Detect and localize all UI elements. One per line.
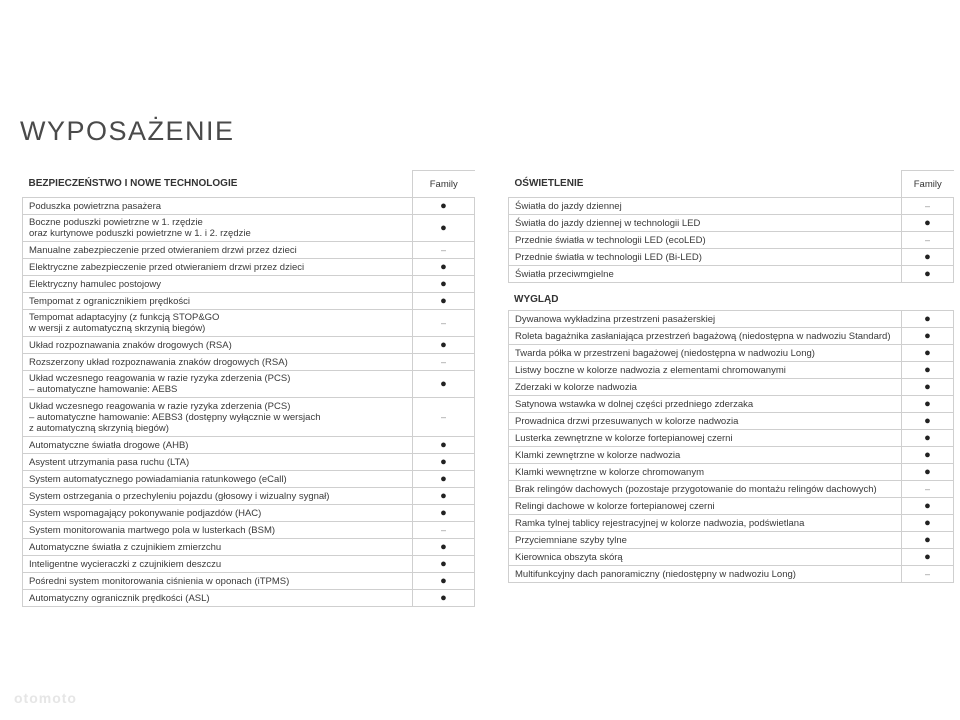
standard-equipment-dot: ● — [413, 539, 475, 556]
table-row — [509, 215, 954, 232]
feature-label: Kierownica obszyta skórą — [509, 549, 902, 566]
feature-label: Światła przeciwmgielne — [509, 266, 902, 283]
feature-label: Roleta bagażnika zasłaniająca przestrzeń bagażową (niedostępna w nadwoziu Standard) — [509, 328, 902, 345]
standard-equipment-dot: ● — [902, 498, 954, 515]
standard-equipment-dot: ● — [413, 590, 475, 607]
table-row — [23, 437, 475, 454]
safety-rows — [23, 198, 475, 607]
table-row — [509, 549, 954, 566]
feature-label: Asystent utrzymania pasa ruchu (LTA) — [23, 454, 413, 471]
table-row — [509, 481, 954, 498]
family-variant-header: Family — [413, 171, 475, 198]
table-row — [509, 532, 954, 549]
feature-label: Przednie światła w technologii LED (ecoLED) — [509, 232, 902, 249]
feature-label: Satynowa wstawka w dolnej części przedniego zderzaka — [509, 396, 902, 413]
feature-label: Ramka tylnej tablicy rejestracyjnej w kolorze nadwozia, podświetlana — [509, 515, 902, 532]
feature-label: Zderzaki w kolorze nadwozia — [509, 379, 902, 396]
not-available-dash: – — [413, 398, 475, 437]
standard-equipment-dot: ● — [902, 311, 954, 328]
appearance-table — [508, 310, 954, 583]
table-row — [23, 310, 475, 337]
not-available-dash: – — [413, 310, 475, 337]
table-row — [509, 266, 954, 283]
feature-label: System monitorowania martwego pola w lusterkach (BSM) — [23, 522, 413, 539]
table-row — [23, 398, 475, 437]
lighting-table — [508, 170, 954, 283]
table-row — [23, 590, 475, 607]
feature-label: Światła do jazdy dziennej w technologii LED — [509, 215, 902, 232]
feature-label: Poduszka powietrzna pasażera — [23, 198, 413, 215]
page-title: WYPOSAŻENIE — [20, 116, 235, 146]
not-available-dash: – — [902, 232, 954, 249]
table-row — [509, 430, 954, 447]
standard-equipment-dot: ● — [413, 488, 475, 505]
feature-label: Przednie światła w technologii LED (Bi-LED) — [509, 249, 902, 266]
table-row — [23, 337, 475, 354]
table-row — [23, 198, 475, 215]
standard-equipment-dot: ● — [902, 515, 954, 532]
feature-label: Prowadnica drzwi przesuwanych w kolorze nadwozia — [509, 413, 902, 430]
standard-equipment-dot: ● — [413, 293, 475, 310]
table-row — [509, 232, 954, 249]
standard-equipment-dot: ● — [413, 215, 475, 242]
not-available-dash: – — [902, 566, 954, 583]
table-row — [509, 379, 954, 396]
standard-equipment-dot: ● — [902, 215, 954, 232]
table-row — [23, 215, 475, 242]
standard-equipment-dot: ● — [902, 266, 954, 283]
standard-equipment-dot: ● — [413, 556, 475, 573]
standard-equipment-dot: ● — [902, 413, 954, 430]
table-row — [23, 522, 475, 539]
table-row — [509, 498, 954, 515]
table-row — [23, 556, 475, 573]
table-row — [509, 447, 954, 464]
standard-equipment-dot: ● — [902, 379, 954, 396]
table-row — [509, 328, 954, 345]
table-row — [509, 345, 954, 362]
feature-label: Układ rozpoznawania znaków drogowych (RSA) — [23, 337, 413, 354]
table-row — [509, 413, 954, 430]
feature-label: Pośredni system monitorowania ciśnienia w oponach (iTPMS) — [23, 573, 413, 590]
table-row — [23, 573, 475, 590]
feature-label: Lusterka zewnętrzne w kolorze fortepianowej czerni — [509, 430, 902, 447]
table-row — [23, 293, 475, 310]
table-row — [23, 488, 475, 505]
feature-label: Multifunkcyjny dach panoramiczny (niedostępny w nadwoziu Long) — [509, 566, 902, 583]
feature-label: Dywanowa wykładzina przestrzeni pasażerskiej — [509, 311, 902, 328]
standard-equipment-dot: ● — [902, 549, 954, 566]
not-available-dash: – — [902, 198, 954, 215]
feature-label: Automatyczne światła z czujnikiem zmierzchu — [23, 539, 413, 556]
table-row — [509, 515, 954, 532]
not-available-dash: – — [902, 481, 954, 498]
not-available-dash: – — [413, 242, 475, 259]
table-row — [509, 362, 954, 379]
family-variant-header: Family — [902, 171, 954, 198]
table-row — [23, 471, 475, 488]
feature-label: Twarda półka w przestrzeni bagażowej (niedostępna w nadwoziu Long) — [509, 345, 902, 362]
feature-label: System ostrzegania o przechyleniu pojazdu (głosowy i wizualny sygnał) — [23, 488, 413, 505]
table-row — [23, 276, 475, 293]
table-row — [23, 539, 475, 556]
table-row — [23, 454, 475, 471]
feature-label: Tempomat z ogranicznikiem prędkości — [23, 293, 413, 310]
standard-equipment-dot: ● — [413, 259, 475, 276]
standard-equipment-dot: ● — [902, 430, 954, 447]
table-row — [509, 464, 954, 481]
standard-equipment-dot: ● — [902, 396, 954, 413]
feature-label: Klamki zewnętrzne w kolorze nadwozia — [509, 447, 902, 464]
standard-equipment-dot: ● — [902, 345, 954, 362]
safety-section-header: BEZPIECZEŃSTWO I NOWE TECHNOLOGIE — [23, 171, 413, 198]
standard-equipment-dot: ● — [413, 573, 475, 590]
feature-label: Rozszerzony układ rozpoznawania znaków drogowych (RSA) — [23, 354, 413, 371]
lighting-section-header: OŚWIETLENIE — [509, 171, 902, 198]
standard-equipment-dot: ● — [902, 328, 954, 345]
safety-technology-table — [22, 170, 475, 607]
standard-equipment-dot: ● — [413, 276, 475, 293]
feature-label: Relingi dachowe w kolorze fortepianowej czerni — [509, 498, 902, 515]
feature-label: System wspomagający pokonywanie podjazdów (HAC) — [23, 505, 413, 522]
standard-equipment-dot: ● — [902, 464, 954, 481]
feature-label: Listwy boczne w kolorze nadwozia z elementami chromowanymi — [509, 362, 902, 379]
standard-equipment-dot: ● — [413, 505, 475, 522]
standard-equipment-dot: ● — [413, 371, 475, 398]
standard-equipment-dot: ● — [413, 471, 475, 488]
feature-label: Światła do jazdy dziennej — [509, 198, 902, 215]
standard-equipment-dot: ● — [413, 198, 475, 215]
table-row — [509, 396, 954, 413]
table-row — [509, 198, 954, 215]
watermark-logo: otomoto — [14, 690, 77, 706]
not-available-dash: – — [413, 354, 475, 371]
table-row — [509, 566, 954, 583]
standard-equipment-dot: ● — [413, 437, 475, 454]
appearance-section-header: WYGLĄD — [514, 294, 559, 305]
appearance-rows — [509, 311, 954, 583]
standard-equipment-dot: ● — [902, 447, 954, 464]
feature-label: Inteligentne wycieraczki z czujnikiem deszczu — [23, 556, 413, 573]
lighting-rows — [509, 198, 954, 283]
table-row — [23, 354, 475, 371]
feature-label: Tempomat adaptacyjny (z funkcją STOP&GO w wersji z automatyczną skrzynią biegów) — [23, 310, 413, 337]
standard-equipment-dot: ● — [413, 337, 475, 354]
feature-label: Automatyczne światła drogowe (AHB) — [23, 437, 413, 454]
standard-equipment-dot: ● — [413, 454, 475, 471]
table-row — [23, 505, 475, 522]
table-row — [509, 311, 954, 328]
feature-label: Elektryczny hamulec postojowy — [23, 276, 413, 293]
standard-equipment-dot: ● — [902, 362, 954, 379]
standard-equipment-dot: ● — [902, 532, 954, 549]
feature-label: Przyciemniane szyby tylne — [509, 532, 902, 549]
feature-label: Boczne poduszki powietrzne w 1. rzędzie oraz kurtynowe poduszki powietrzne w 1. i 2. rzędzie — [23, 215, 413, 242]
feature-label: Układ wczesnego reagowania w razie ryzyka zderzenia (PCS) – automatyczne hamowanie: AEBS3 (dostępny wyłącznie w wersjach z automatyczną skrzynią biegów) — [23, 398, 413, 437]
feature-label: Automatyczny ogranicznik prędkości (ASL) — [23, 590, 413, 607]
table-row — [23, 371, 475, 398]
feature-label: Manualne zabezpieczenie przed otwieraniem drzwi przez dzieci — [23, 242, 413, 259]
standard-equipment-dot: ● — [902, 249, 954, 266]
feature-label: Brak relingów dachowych (pozostaje przygotowanie do montażu relingów dachowych) — [509, 481, 902, 498]
not-available-dash: – — [413, 522, 475, 539]
feature-label: Klamki wewnętrzne w kolorze chromowanym — [509, 464, 902, 481]
table-row — [509, 249, 954, 266]
feature-label: Elektryczne zabezpieczenie przed otwieraniem drzwi przez dzieci — [23, 259, 413, 276]
feature-label: System automatycznego powiadamiania ratunkowego (eCall) — [23, 471, 413, 488]
lighting-block — [508, 170, 953, 283]
feature-label: Układ wczesnego reagowania w razie ryzyka zderzenia (PCS) – automatyczne hamowanie: AEBS — [23, 371, 413, 398]
appearance-block — [508, 290, 953, 583]
table-row — [23, 259, 475, 276]
table-row — [23, 242, 475, 259]
